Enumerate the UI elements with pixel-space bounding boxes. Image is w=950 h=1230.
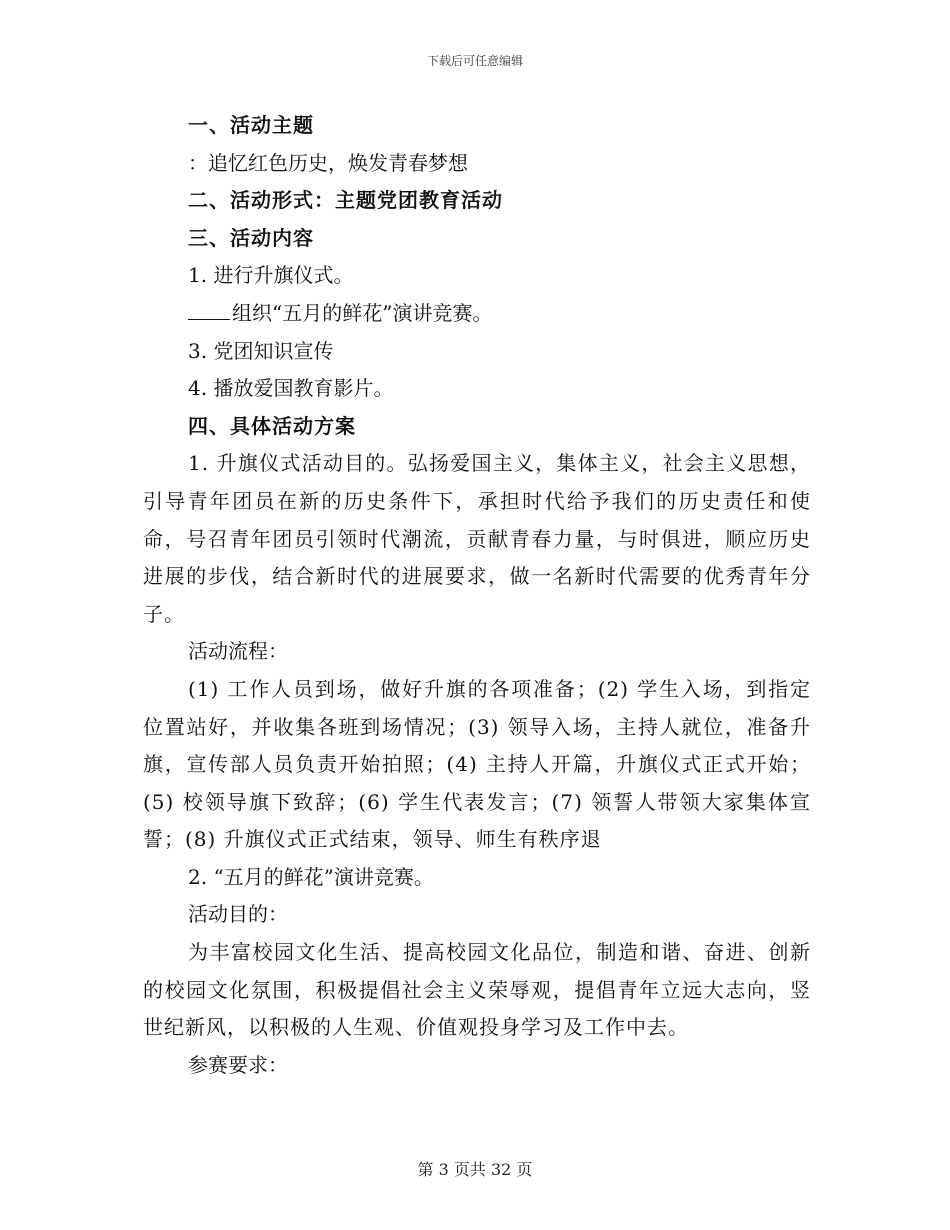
speech-contest-heading: 2. “五月的鲜花”演讲竞赛。 bbox=[188, 864, 434, 889]
document-body bbox=[143, 107, 811, 1084]
theme-line: ：追忆红色历史，焕发青春梦想 bbox=[188, 150, 468, 175]
content-item-2 bbox=[143, 295, 811, 333]
content-item-3: 3. 党团知识宣传 bbox=[188, 338, 334, 363]
flag-ceremony-purpose-paragraph: 1. 升旗仪式活动目的。弘扬爱国主义，集体主义，社会主义思想，引导青年团员在新的历史条件下，承担时代给予我们的历史责任和使命，号召青年团员引领时代潮流，贡献青春力量，与时俱进，顺应历史进展的步伐，结合新时代的进展要求，做一名新时代需要的优秀青年分子。 bbox=[143, 451, 811, 626]
purpose-paragraph: 为丰富校园文化生活、提高校园文化品位，制造和谐、奋进、创新的校园文化氛围，积极提倡社会主义荣辱观，提倡青年立远大志向，竖世纪新风，以积极的人生观、价值观投身学习及工作中去。 bbox=[143, 940, 811, 1040]
purpose-label: 活动目的： bbox=[188, 902, 288, 927]
section-heading-content: 三、活动内容 bbox=[188, 225, 314, 250]
content-item-1: 1. 进行升旗仪式。 bbox=[188, 263, 354, 288]
section-heading-plan: 四、具体活动方案 bbox=[188, 413, 356, 438]
fill-in-blank bbox=[188, 301, 230, 320]
header-note: 下载后可任意编辑 bbox=[426, 54, 523, 68]
content-item-2-text: 组织“五月的鲜花”演讲竞赛。 bbox=[232, 300, 493, 325]
section-heading-theme: 一、活动主题 bbox=[188, 113, 314, 137]
content-item-4: 4. 播放爱国教育影片。 bbox=[188, 376, 394, 401]
requirements-label: 参赛要求： bbox=[188, 1052, 288, 1077]
page-number: 第 3 页共 32 页 bbox=[417, 1160, 533, 1179]
section-heading-form: 二、活动形式：主题党团教育活动 bbox=[188, 188, 503, 213]
process-paragraph: (1) 工作人员到场，做好升旗的各项准备；(2) 学生入场，到指定位置站好，并收集各班到场情况；(3) 领导入场，主持人就位，准备升旗，宣传部人员负责开始拍照；(4) 主持人开篇，升旗仪式正式开始；(5) 校领导旗下致辞；(6) 学生代表发言；(7) 领誓人带领大家集体宣誓；(8) 升旗仪式正式结束，领导、师生有秩序退 bbox=[143, 676, 811, 852]
process-label: 活动流程： bbox=[188, 639, 288, 664]
